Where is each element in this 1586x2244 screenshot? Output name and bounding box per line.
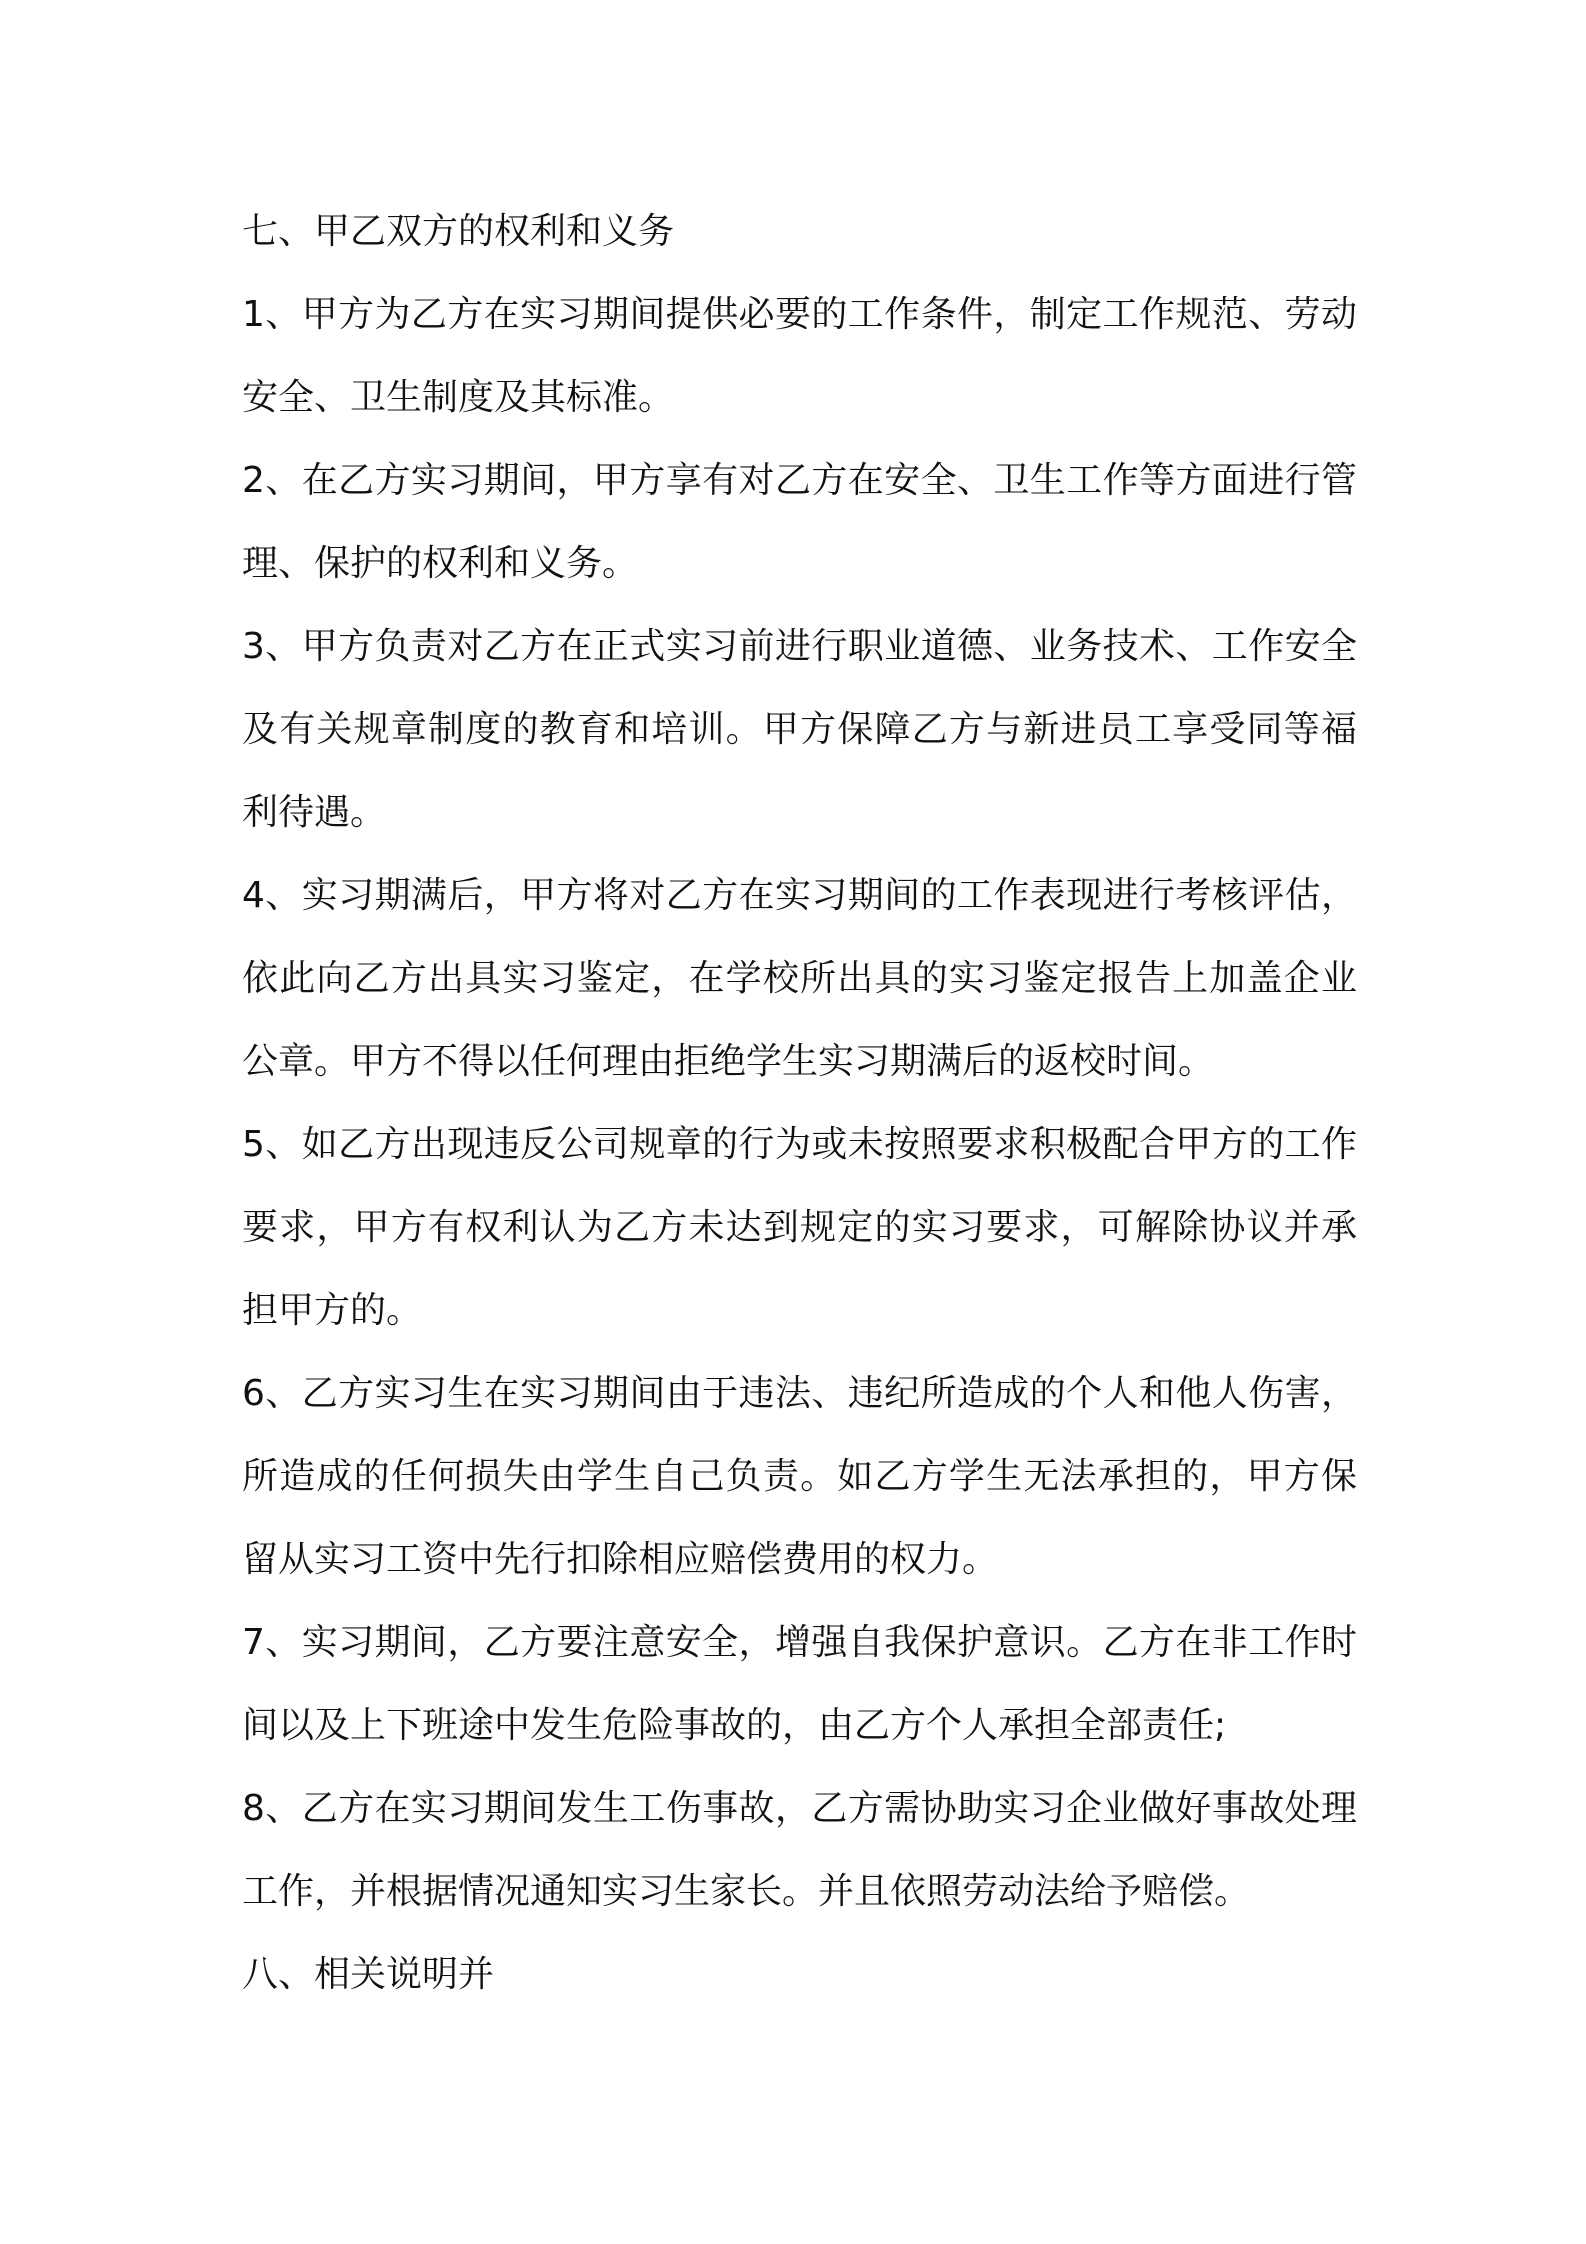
clause-3: 3、甲方负责对乙方在正式实习前进行职业道德、业务技术、工作安全及有关规章制度的教育和培训。甲方保障乙方与新进员工享受同等福利待遇。 xyxy=(242,626,1357,833)
clause-5: 5、如乙方出现违反公司规章的行为或未按照要求积极配合甲方的工作要求，甲方有权利认为乙方未达到规定的实习要求，可解除协议并承担甲方的。 xyxy=(242,1124,1357,1331)
clause-7: 7、实习期间，乙方要注意安全，增强自我保护意识。乙方在非工作时间以及上下班途中发生危险事故的，由乙方个人承担全部责任; xyxy=(242,1622,1357,1746)
section-8-heading: 八、相关说明并 xyxy=(242,1954,495,1995)
clause-8: 8、乙方在实习期间发生工伤事故，乙方需协助实习企业做好事故处理工作，并根据情况通知实习生家长。并且依照劳动法给予赔偿。 xyxy=(242,1788,1357,1912)
clause-1: 1、甲方为乙方在实习期间提供必要的工作条件，制定工作规范、劳动安全、卫生制度及其标准。 xyxy=(242,294,1357,418)
clause-6: 6、乙方实习生在实习期间由于违法、违纪所造成的个人和他人伤害，所造成的任何损失由学生自己负责。如乙方学生无法承担的，甲方保留从实习工资中先行扣除相应赔偿费用的权力。 xyxy=(242,1373,1357,1580)
clause-4: 4、实习期满后，甲方将对乙方在实习期间的工作表现进行考核评估，依此向乙方出具实习鉴定，在学校所出具的实习鉴定报告上加盖企业公章。甲方不得以任何理由拒绝学生实习期满后的返校时间。 xyxy=(242,875,1357,1082)
section-7-heading: 七、甲乙双方的权利和义务 xyxy=(242,211,675,252)
document-page xyxy=(242,190,1357,2016)
clause-2: 2、在乙方实习期间，甲方享有对乙方在安全、卫生工作等方面进行管理、保护的权利和义务。 xyxy=(242,460,1357,584)
